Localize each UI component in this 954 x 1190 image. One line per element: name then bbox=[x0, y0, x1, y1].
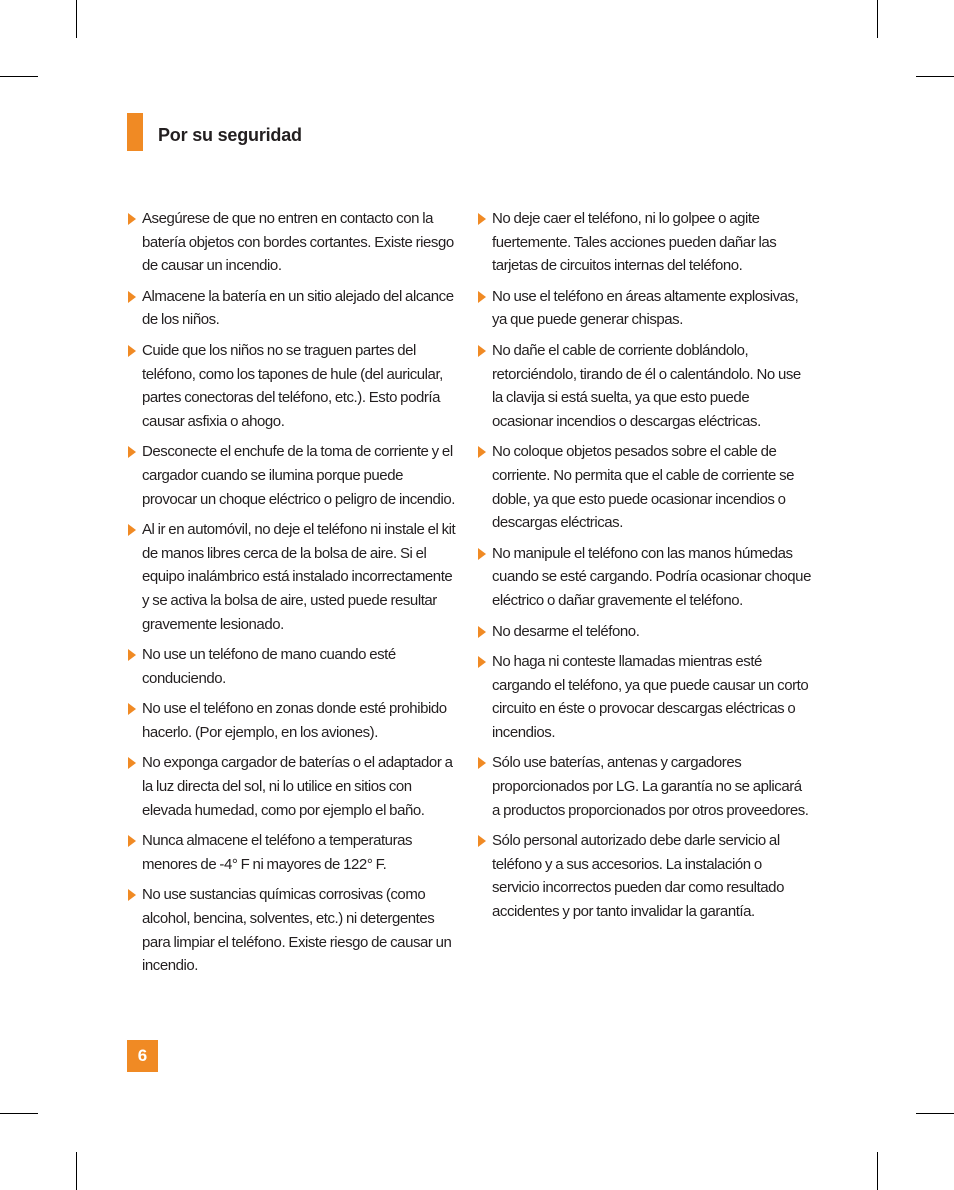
triangle-bullet-icon bbox=[478, 757, 486, 769]
page-number: 6 bbox=[127, 1040, 158, 1072]
triangle-bullet-icon bbox=[128, 703, 136, 715]
triangle-bullet-icon bbox=[128, 649, 136, 661]
list-item bbox=[476, 285, 812, 332]
list-item-text: Desconecte el enchufe de la toma de corriente y el cargador cuando se ilumina porque puede provocar un choque eléctrico o peligro de incendio. bbox=[142, 443, 455, 508]
list-item bbox=[476, 650, 812, 744]
list-item-text: No desarme el teléfono. bbox=[492, 622, 640, 640]
list-item-text: No haga ni conteste llamadas mientras esté cargando el teléfono, ya que puede causar un corto circuito en éste o provocar descargas eléctricas o incendios. bbox=[492, 653, 809, 741]
list-item-text: No dañe el cable de corriente doblándolo, retorciéndolo, tirando de él o calentándolo. No use la clavija si está suelta, ya que esto puede ocasionar incendios o descargas eléctricas. bbox=[492, 341, 801, 430]
crop-mark-bottom-right bbox=[877, 1152, 878, 1190]
list-item-text: No exponga cargador de baterías o el adaptador a la luz directa del sol, ni lo utilice en sitios con elevada humedad, como por ejemplo el baño. bbox=[142, 754, 453, 819]
triangle-bullet-icon bbox=[128, 345, 136, 357]
list-item bbox=[126, 829, 458, 876]
list-item bbox=[126, 643, 458, 690]
crop-mark-bottom-left bbox=[76, 1152, 77, 1190]
crop-mark-bottom-left-h bbox=[0, 1113, 38, 1114]
list-item bbox=[476, 620, 812, 644]
crop-mark-bottom-right-h bbox=[916, 1113, 954, 1114]
list-item-text: No coloque objetos pesados sobre el cable de corriente. No permita que el cable de corriente se doble, ya que esto puede ocasionar incendios o descargas eléctricas. bbox=[492, 443, 795, 532]
list-item bbox=[476, 207, 812, 278]
list-item bbox=[126, 883, 458, 977]
list-item-text: No use el teléfono en zonas donde esté prohibido hacerlo. (Por ejemplo, en los aviones). bbox=[142, 700, 447, 741]
list-item bbox=[476, 829, 812, 923]
list-item-text: Nunca almacene el teléfono a temperaturas menores de -4° F ni mayores de 122° F. bbox=[142, 832, 413, 873]
triangle-bullet-icon bbox=[478, 291, 486, 303]
left-column bbox=[126, 207, 458, 985]
triangle-bullet-icon bbox=[478, 446, 486, 458]
list-item bbox=[126, 518, 458, 636]
list-item-text: No use un teléfono de mano cuando esté conduciendo. bbox=[142, 646, 396, 687]
list-item bbox=[126, 697, 458, 744]
triangle-bullet-icon bbox=[128, 213, 136, 225]
triangle-bullet-icon bbox=[128, 291, 136, 303]
list-item-text: Sólo personal autorizado debe darle servicio al teléfono y a sus accesorios. La instalación o servicio incorrectos pueden dar como resultado accidentes y por tanto invalidar la garantía. bbox=[492, 832, 784, 921]
header-accent-bar bbox=[127, 113, 143, 151]
list-item bbox=[476, 339, 812, 433]
list-item bbox=[126, 285, 458, 332]
triangle-bullet-icon bbox=[128, 889, 136, 901]
right-column bbox=[476, 207, 812, 931]
crop-mark-top-left-h bbox=[0, 76, 38, 77]
triangle-bullet-icon bbox=[128, 835, 136, 847]
triangle-bullet-icon bbox=[128, 757, 136, 769]
list-item-text: Sólo use baterías, antenas y cargadores proporcionados por LG. La garantía no se aplicará a productos proporcionados por otros proveedores. bbox=[492, 754, 809, 819]
list-item bbox=[126, 440, 458, 511]
crop-mark-top-left bbox=[76, 0, 77, 38]
triangle-bullet-icon bbox=[478, 548, 486, 560]
triangle-bullet-icon bbox=[478, 345, 486, 357]
list-item-text: No use el teléfono en áreas altamente explosivas, ya que puede generar chispas. bbox=[492, 287, 799, 329]
list-item-text: Asegúrese de que no entren en contacto con la batería objetos con bordes cortantes. Existe riesgo de causar un incendio. bbox=[142, 210, 454, 275]
list-item bbox=[126, 751, 458, 822]
triangle-bullet-icon bbox=[128, 524, 136, 536]
list-item bbox=[476, 751, 812, 822]
list-item-text: No use sustancias químicas corrosivas (como alcohol, bencina, solventes, etc.) ni detergentes para limpiar el teléfono. Existe riesgo de causar un incendio. bbox=[142, 886, 452, 975]
list-item-text: Almacene la batería en un sitio alejado del alcance de los niños. bbox=[142, 287, 454, 329]
list-item-text: No manipule el teléfono con las manos húmedas cuando se esté cargando. Podría ocasionar choque eléctrico o dañar gravemente el teléfono. bbox=[492, 544, 811, 609]
list-item-text: Al ir en automóvil, no deje el teléfono ni instale el kit de manos libres cerca de la bolsa de aire. Si el equipo inalámbrico está instalado incorrectamente y se activa la bolsa de aire, usted puede resultar gravemente lesionado. bbox=[142, 521, 456, 633]
crop-mark-top-right-h bbox=[916, 76, 954, 77]
triangle-bullet-icon bbox=[478, 213, 486, 225]
crop-mark-top-right bbox=[877, 0, 878, 38]
triangle-bullet-icon bbox=[478, 835, 486, 847]
page-title: Por su seguridad bbox=[158, 125, 302, 145]
list-item bbox=[126, 207, 458, 278]
list-item bbox=[476, 542, 812, 613]
list-item-text: Cuide que los niños no se traguen partes del teléfono, como los tapones de hule (del auricular, partes conectoras del teléfono, etc.). Esto podría causar asfixia o ahogo. bbox=[142, 341, 443, 430]
list-item-text: No deje caer el teléfono, ni lo golpee o agite fuertemente. Tales acciones pueden dañar las tarjetas de circuitos internas del teléfono. bbox=[492, 210, 777, 275]
triangle-bullet-icon bbox=[478, 656, 486, 668]
triangle-bullet-icon bbox=[478, 626, 486, 638]
list-item bbox=[476, 440, 812, 534]
triangle-bullet-icon bbox=[128, 446, 136, 458]
list-item bbox=[126, 339, 458, 433]
